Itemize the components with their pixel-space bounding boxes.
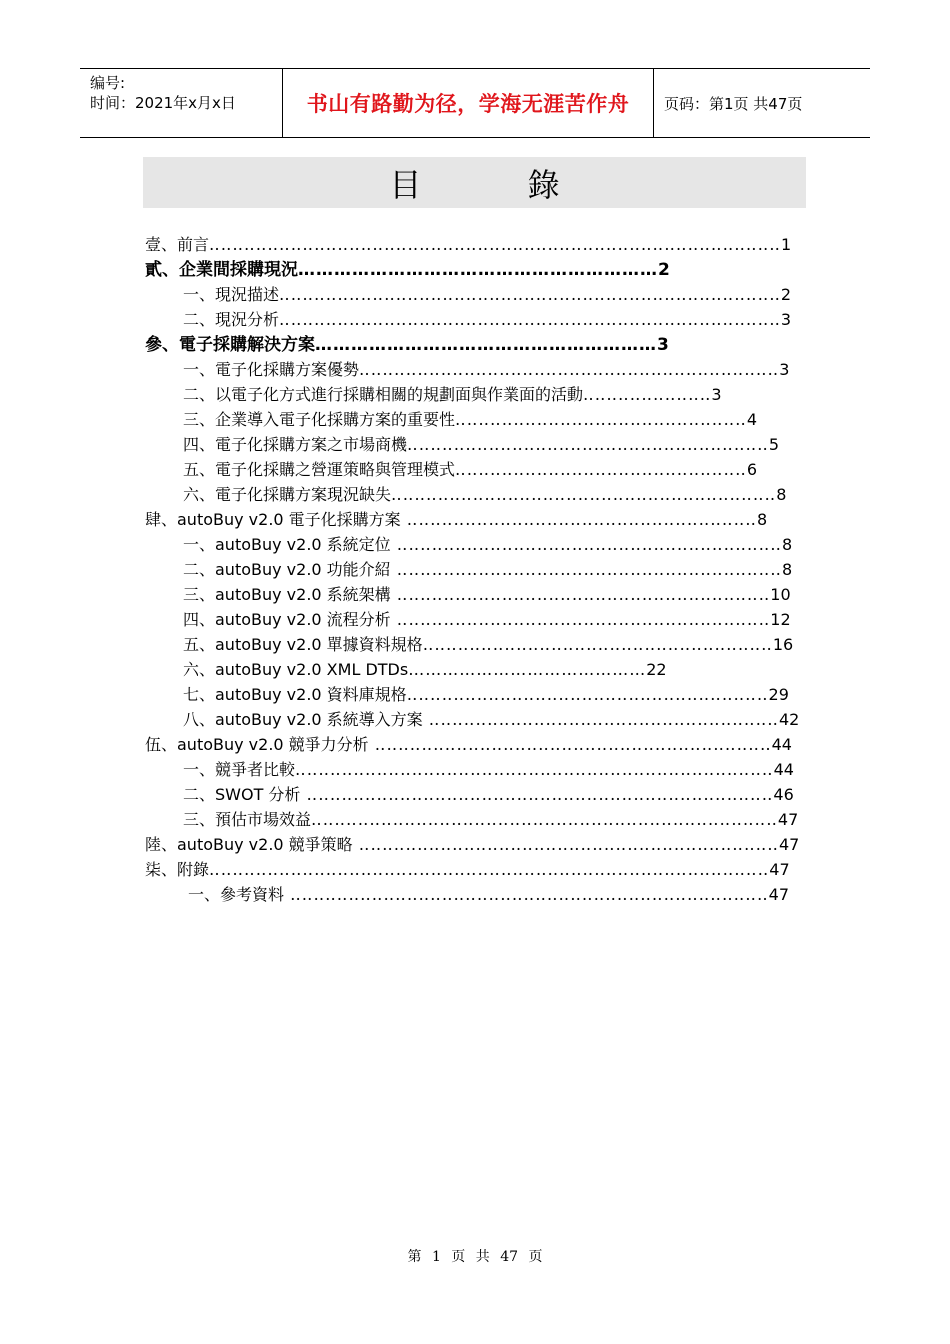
toc-entry[interactable] (183, 583, 791, 607)
toc-entry-page: 10 (770, 585, 791, 604)
page-header (80, 68, 870, 138)
toc-entry[interactable] (183, 308, 791, 332)
header-meta (80, 69, 282, 137)
toc-entry[interactable] (145, 858, 790, 882)
toc-entry[interactable] (183, 658, 667, 682)
toc-entry-page: 44 (771, 735, 792, 754)
toc-entry-leader: ‥‥‥‥‥‥‥‥‥‥‥‥‥‥‥‥‥‥‥‥‥‥‥‥‥‥‥‥‥‥‥‥‥‥‥‥‥‥‥‥‥ (284, 885, 769, 904)
toc-entry-title: 二、autoBuy v2.0 功能介紹 (183, 560, 391, 579)
toc-entry-leader: ‥‥‥‥‥‥‥‥‥‥‥‥‥‥‥‥‥‥‥‥‥‥‥‥‥‥‥‥‥‥‥‥‥‥‥‥‥‥‥‥ (311, 810, 778, 829)
toc-entry-title: 貳、企業間採購現況 (145, 260, 298, 280)
toc-entry[interactable] (183, 283, 791, 307)
toc-entry-title: 四、autoBuy v2.0 流程分析 (183, 610, 391, 629)
toc-entry-title: 八、autoBuy v2.0 系統導入方案 (183, 710, 423, 729)
toc-entry-page: 47 (777, 810, 799, 829)
toc-entry-leader: ‥‥‥‥‥‥‥‥‥‥‥‥‥‥‥‥‥‥‥‥‥‥‥‥‥‥‥‥‥‥‥‥‥ (390, 560, 782, 579)
toc-entry-leader: ‥‥‥‥‥‥‥‥‥‥‥‥‥‥‥‥‥‥‥‥‥‥‥‥‥ (455, 410, 747, 429)
toc-entry-leader: ‥‥‥‥‥‥‥‥‥‥‥‥‥‥‥‥‥‥‥‥‥‥‥‥‥‥‥‥‥‥‥‥‥ (390, 535, 782, 554)
toc-entry-leader: ‥‥‥‥‥‥‥‥‥‥‥‥‥‥‥‥‥‥‥‥‥‥‥‥‥‥‥‥‥‥‥‥‥‥‥‥ (359, 360, 780, 379)
toc-entry-page: 47 (778, 835, 800, 854)
toc-entry-page: 8 (781, 535, 793, 554)
toc-entry[interactable] (183, 758, 794, 782)
toc-entry[interactable] (183, 808, 798, 832)
toc-entry-leader: ‥‥‥‥‥‥‥‥‥‥‥‥‥‥‥‥‥‥‥‥‥‥‥‥‥‥‥‥‥‥‥‥‥‥‥‥‥‥‥‥‥‥‥‥‥‥‥‥‥ (209, 235, 781, 254)
toc-entry-leader: …………………………………………………… (298, 260, 658, 280)
toc-entry-page: 47 (769, 860, 790, 879)
toc-entry-leader: ‥‥‥‥‥‥‥‥‥‥‥‥‥‥‥‥‥‥‥‥‥‥‥‥‥‥‥‥‥‥‥‥‥‥‥‥‥‥‥‥‥‥‥ (279, 285, 781, 304)
toc-entry-leader: ‥‥‥‥‥‥‥‥‥‥‥‥‥‥‥‥‥‥‥‥‥‥‥‥‥‥‥‥‥‥ (422, 635, 773, 654)
date-label: 时间：2021年x月x日 (90, 94, 236, 112)
toc-entry[interactable] (183, 458, 757, 482)
toc-entry-title: 五、autoBuy v2.0 單據資料規格 (183, 635, 423, 654)
toc-entry-page: 4 (746, 410, 757, 429)
toc-entry[interactable] (183, 558, 792, 582)
toc-entry-leader: ‥‥‥‥‥‥‥‥‥‥‥‥‥‥‥‥‥‥‥‥‥‥‥‥‥‥‥‥‥‥‥‥‥‥‥‥ (352, 835, 779, 854)
toc-entry-leader: ‥‥‥‥‥‥‥‥‥‥‥‥‥‥‥‥‥‥‥‥‥‥‥‥‥ (455, 460, 747, 479)
header-page-info: 页码：第1页 共47页 (664, 94, 803, 113)
toc-entry-title: 一、現況描述 (183, 285, 280, 304)
toc-entry[interactable] (145, 258, 670, 282)
toc-entry-page: 8 (781, 560, 793, 579)
toc-entry-leader: ‥‥‥‥‥‥‥‥‥‥‥‥‥‥‥‥‥‥‥‥‥‥‥‥‥‥‥‥‥‥ (400, 510, 757, 529)
toc-entry[interactable] (183, 383, 722, 407)
toc-entry-leader: ‥‥‥‥‥‥‥‥‥‥‥ (583, 385, 712, 404)
toc-entry-title: 二、SWOT 分析 (183, 785, 301, 804)
toc-entry-title: 五、電子化採購之營運策略與管理模式 (183, 460, 456, 479)
toc-entry-title: 三、autoBuy v2.0 系統架構 (183, 585, 391, 604)
toc-entry[interactable] (183, 433, 779, 457)
toc-entry[interactable] (183, 483, 786, 507)
toc-entry-leader: ‥‥‥‥‥‥‥‥‥‥‥‥‥‥‥‥‥‥‥‥‥‥‥‥‥‥‥‥‥‥‥‥‥‥ (368, 735, 772, 754)
toc-entry-title: 一、參考資料 (188, 885, 285, 904)
toc-entry-title: 四、電子化採購方案之市場商機 (183, 435, 408, 454)
toc-entry[interactable] (188, 883, 789, 907)
toc-entry-page: 8 (776, 485, 787, 504)
toc-entry-title: 柒、附錄 (145, 860, 210, 879)
toc-entry-leader: ‥‥‥‥‥‥‥‥‥‥‥‥‥‥‥‥‥‥‥‥‥‥‥‥‥‥‥‥‥‥‥‥‥ (391, 485, 777, 504)
toc-entry[interactable] (145, 733, 792, 757)
toc-entry[interactable] (145, 333, 669, 357)
toc-entry-leader: …………………………………… (408, 660, 647, 679)
toc-entry-page: 3 (711, 385, 722, 404)
toc-entry-page: 2 (658, 260, 670, 280)
toc-entry-page: 42 (778, 710, 800, 729)
toc-entry-page: 22 (646, 660, 667, 679)
toc-entry-title: 壹、前言 (145, 235, 210, 254)
toc-entry-leader: ‥‥‥‥‥‥‥‥‥‥‥‥‥‥‥‥‥‥‥‥‥‥‥‥‥‥‥‥‥‥‥‥ (390, 610, 771, 629)
toc-entry-title: 一、autoBuy v2.0 系統定位 (183, 535, 391, 554)
toc-entry[interactable] (183, 358, 789, 382)
toc-entry-title: 六、autoBuy v2.0 XML DTDs (183, 660, 409, 679)
toc-entry[interactable] (183, 683, 789, 707)
toc-entry[interactable] (145, 833, 799, 857)
toc-entry-leader: ‥‥‥‥‥‥‥‥‥‥‥‥‥‥‥‥‥‥‥‥‥‥‥‥‥‥‥‥‥‥‥‥‥‥‥‥‥‥‥‥‥‥‥ (279, 310, 781, 329)
toc-entry-title: 二、現況分析 (183, 310, 280, 329)
toc-entry[interactable] (183, 533, 792, 557)
toc-entry-page: 2 (780, 285, 792, 304)
toc-entry-title: 肆、autoBuy v2.0 電子化採購方案 (145, 510, 401, 529)
page-footer: 第 1 页 共 47 页 (407, 1249, 543, 1265)
toc-entry[interactable] (145, 233, 791, 257)
toc-entry-page: 3 (780, 310, 792, 329)
number-label: 编号: (90, 74, 126, 92)
toc-entry-title: 參、電子採購解決方案 (145, 335, 315, 355)
toc-entry[interactable] (145, 508, 767, 532)
header-motto: 书山有路勤为径，学海无涯苦作舟 (282, 69, 654, 137)
toc-entry[interactable] (183, 783, 794, 807)
toc-entry-page: 1 (780, 235, 792, 254)
toc-entry[interactable] (183, 708, 799, 732)
toc-entry-leader: ‥‥‥‥‥‥‥‥‥‥‥‥‥‥‥‥‥‥‥‥‥‥‥‥‥‥‥‥‥‥‥ (407, 435, 769, 454)
toc-entry-leader: ‥‥‥‥‥‥‥‥‥‥‥‥‥‥‥‥‥‥‥‥‥‥‥‥‥‥‥‥‥‥‥‥‥‥‥‥‥‥‥‥‥ (295, 760, 774, 779)
toc-entry-title: 六、電子化採購方案現況缺失 (183, 485, 392, 504)
toc-entry-page: 6 (746, 460, 757, 479)
toc-entry-leader: ‥‥‥‥‥‥‥‥‥‥‥‥‥‥‥‥‥‥‥‥‥‥‥‥‥‥‥‥‥‥ (422, 710, 779, 729)
toc-entry[interactable] (183, 633, 793, 657)
toc-entry-title: 一、電子化採購方案優勢 (183, 360, 360, 379)
toc-entry-page: 47 (768, 885, 790, 904)
toc-entry[interactable] (183, 608, 791, 632)
toc-entry-page: 3 (657, 335, 669, 355)
toc-entry-page: 3 (779, 360, 790, 379)
toc-entry-title: 三、企業導入電子化採購方案的重要性 (183, 410, 456, 429)
toc-entry-page: 5 (768, 435, 780, 454)
toc-entry-page: 44 (773, 760, 794, 779)
toc-entry-title: 七、autoBuy v2.0 資料庫規格 (183, 685, 407, 704)
toc-entry[interactable] (183, 408, 757, 432)
toc-entry-page: 8 (756, 510, 768, 529)
toc-entry-page: 29 (768, 685, 789, 704)
toc-entry-title: 陸、autoBuy v2.0 競爭策略 (145, 835, 353, 854)
toc-title-box (143, 157, 806, 208)
toc-entry-leader: ‥‥‥‥‥‥‥‥‥‥‥‥‥‥‥‥‥‥‥‥‥‥‥‥‥‥‥‥‥‥‥‥ (390, 585, 771, 604)
toc-entry-leader: ‥‥‥‥‥‥‥‥‥‥‥‥‥‥‥‥‥‥‥‥‥‥‥‥‥‥‥‥‥‥‥ (406, 685, 769, 704)
toc-entry-title: 三、預估市場效益 (183, 810, 312, 829)
toc-entry-page: 46 (773, 785, 794, 804)
toc-title: 目 錄 (389, 165, 608, 204)
toc-entry-page: 12 (770, 610, 791, 629)
toc-entry-title: 一、競爭者比較 (183, 760, 296, 779)
toc-entry-leader: ‥‥‥‥‥‥‥‥‥‥‥‥‥‥‥‥‥‥‥‥‥‥‥‥‥‥‥‥‥‥‥‥‥‥‥‥‥‥‥‥‥‥‥‥‥‥‥‥ (209, 860, 770, 879)
toc-entry-leader: ‥‥‥‥‥‥‥‥‥‥‥‥‥‥‥‥‥‥‥‥‥‥‥‥‥‥‥‥‥‥‥‥‥‥‥‥‥‥‥‥ (300, 785, 774, 804)
toc-entry-page: 16 (772, 635, 794, 654)
toc-entry-title: 二、以電子化方式進行採購相關的規劃面與作業面的活動 (183, 385, 584, 404)
toc-entry-leader: ………………………………………………… (315, 335, 657, 355)
toc-entry-title: 伍、autoBuy v2.0 競爭力分析 (145, 735, 369, 754)
